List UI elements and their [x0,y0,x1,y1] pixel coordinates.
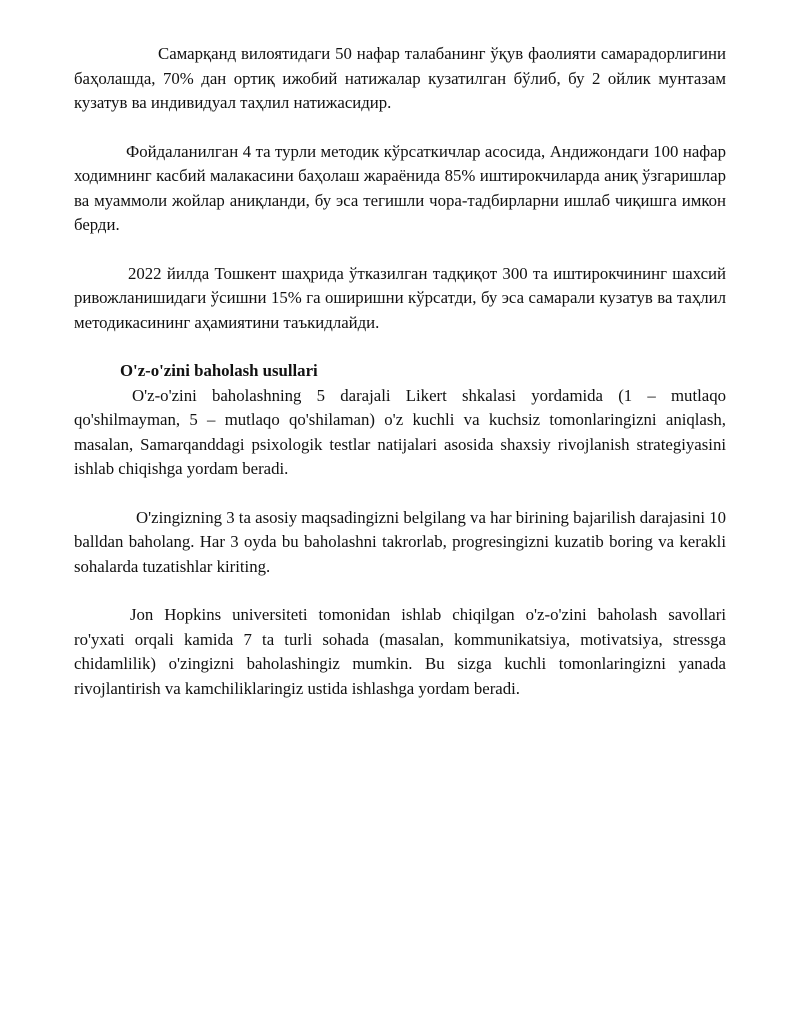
document-page [74,42,726,725]
paragraph-samarkand-students: Самарқанд вилоятидаги 50 нафар талабанинг ўқув фаолияти самарадорлигини баҳолашда, 70% дан ортиқ ижобий натижалар кузатилган бўлиб, бу 2 ойлик мунтазам кузатув ва индивидуал таҳлил натижасидир. [74,44,726,112]
paragraph-goals-rating: O'zingizning 3 ta asosiy maqsadingizni belgilang va har birining bajarilish darajasini 10 balldan baholang. Har 3 oyda bu baholashni takrorlab, progresingizni kuzatib boring va kerakli sohalarda tuzatishlar kiriting. [74,507,726,576]
paragraph-likert-scale: O'z-o'zini baholashning 5 darajali Likert shkalasi yordamida (1 – mutlaqo qo'shilmayman, 5 – mutlaqo qo'shilaman) o'z kuchli va kuchsiz tomonlaringizni aniqlash, masalan, Samarqanddagi psixologik testlar natijalari asosida shaxsiy rivojlanish strategiyasini ishlab chiqishga yordam beradi. [74,385,726,478]
paragraph-hopkins-questionnaire: Jon Hopkins universiteti tomonidan ishlab chiqilgan o'z-o'zini baholash savollari ro'yxati orqali kamida 7 ta turli sohada (masalan, kommunikatsiya, motivatsiya, stressga chidamlilik) o'zingizni baholashingiz mumkin. Bu sizga kuchli tomonlaringizni yanada rivojlantirish va kamchiliklaringiz ustida ishlashga yordam beradi. [74,605,726,698]
paragraph-andijan-employees: Фойдаланилган 4 та турли методик кўрсаткичлар асосида, Андижондаги 100 нафар ходимнинг касбий малакасини баҳолаш жараёнида 85% иштирокчиларда аниқ ўзгаришлар ва муаммоли жойлар аниқланди, бу эса тегишли чора-тадбирларни ишлаб чиқишга имкон берди. [74,141,726,234]
section-heading: O'z-o'zini baholash usullari [120,361,318,380]
paragraph-tashkent-study: 2022 йилда Тошкент шаҳрида ўтказилган тадқиқот 300 та иштирокчининг шахсий ривожланишидаги ўсишни 15% га оширишни кўрсатди, бу эса самарали кузатув ва таҳлил методикасининг аҳамиятини таъкидлайди. [74,263,726,332]
